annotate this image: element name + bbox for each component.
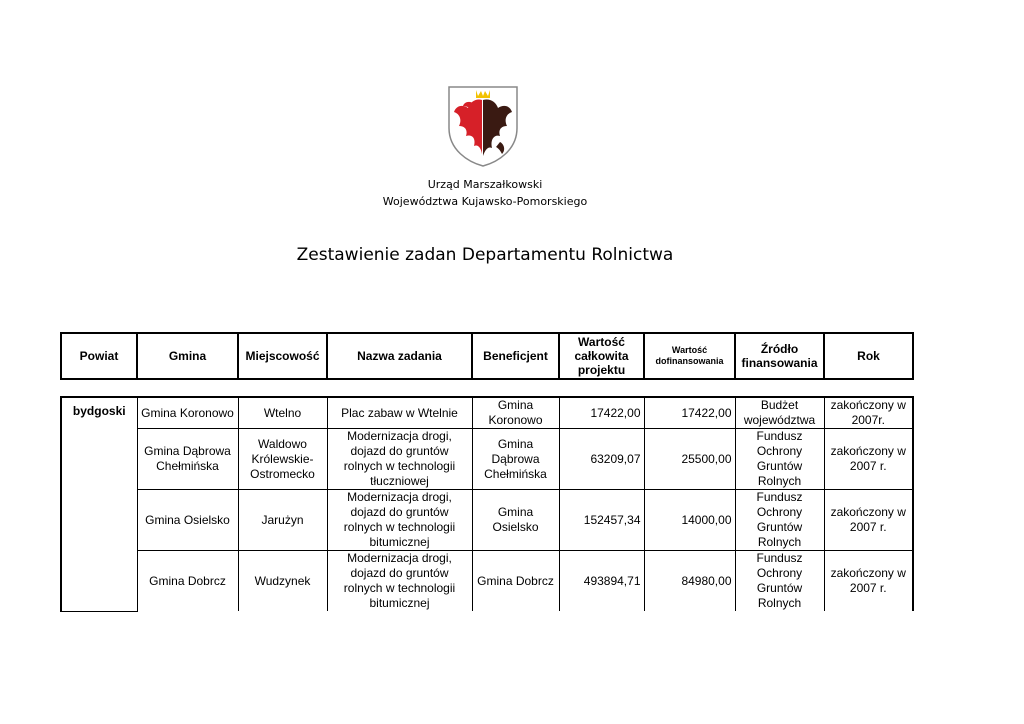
wartosc-calkowita-cell: 17422,00	[559, 397, 644, 429]
organization-name	[330, 176, 640, 210]
miejscowosc-cell: Waldowo Królewskie-Ostromecko	[238, 429, 327, 490]
table-row	[61, 490, 913, 551]
wartosc-dofinansowania-cell: 14000,00	[644, 490, 735, 551]
beneficjent-cell: Gmina Dobrcz	[472, 551, 559, 612]
table-row	[61, 429, 913, 490]
miejscowosc-cell: Wtelno	[238, 397, 327, 429]
gmina-cell: Gmina Koronowo	[137, 397, 238, 429]
zrodlo-finansowania-cell: Fundusz Ochrony Gruntów Rolnych	[735, 551, 824, 612]
column-header-wartosc-dofinansowania: Wartość dofinansowania	[644, 333, 735, 379]
coat-of-arms-logo	[446, 84, 520, 168]
column-header-powiat: Powiat	[61, 333, 137, 379]
column-header-gmina: Gmina	[137, 333, 238, 379]
organization-line-1: Urząd Marszałkowski	[427, 178, 543, 191]
gmina-cell: Gmina Dąbrowa Chełmińska	[137, 429, 238, 490]
column-header-nazwa-zadania: Nazwa zadania	[327, 333, 472, 379]
beneficjent-cell: Gmina Dąbrowa Chełmińska	[472, 429, 559, 490]
rok-cell: zakończony w 2007 r.	[824, 429, 913, 490]
table-row	[61, 397, 913, 429]
column-header-rok: Rok	[824, 333, 913, 379]
rok-cell: zakończony w 2007 r.	[824, 490, 913, 551]
organization-line-2: Województwa Kujawsko-Pomorskiego	[382, 195, 588, 208]
wartosc-calkowita-cell: 63209,07	[559, 429, 644, 490]
table-header	[60, 332, 914, 380]
nazwa-zadania-cell: Plac zabaw w Wtelnie	[327, 397, 472, 429]
table-body	[60, 396, 914, 612]
gmina-cell: Gmina Osielsko	[137, 490, 238, 551]
nazwa-zadania-cell: Modernizacja drogi, dojazd do gruntów rolnych w technologii tłuczniowej	[327, 429, 472, 490]
column-header-wartosc-calkowita: Wartość całkowita projektu	[559, 333, 644, 379]
zrodlo-finansowania-cell: Fundusz Ochrony Gruntów Rolnych	[735, 490, 824, 551]
wartosc-calkowita-cell: 152457,34	[559, 490, 644, 551]
nazwa-zadania-cell: Modernizacja drogi, dojazd do gruntów rolnych w technologii bitumicznej	[327, 490, 472, 551]
miejscowosc-cell: Jarużyn	[238, 490, 327, 551]
table-row	[61, 551, 913, 612]
wartosc-dofinansowania-cell: 17422,00	[644, 397, 735, 429]
column-header-miejscowosc: Miejscowość	[238, 333, 327, 379]
column-header-zrodlo-finansowania: Źródło finansowania	[735, 333, 824, 379]
nazwa-zadania-cell: Modernizacja drogi, dojazd do gruntów rolnych w technologii bitumicznej	[327, 551, 472, 612]
miejscowosc-cell: Wudzynek	[238, 551, 327, 612]
rok-cell: zakończony w 2007r.	[824, 397, 913, 429]
column-header-beneficjent: Beneficjent	[472, 333, 559, 379]
document-title: Zestawienie zadan Departamentu Rolnictwa	[296, 245, 674, 265]
gmina-cell: Gmina Dobrcz	[137, 551, 238, 612]
wartosc-dofinansowania-cell: 84980,00	[644, 551, 735, 612]
wartosc-calkowita-cell: 493894,71	[559, 551, 644, 612]
beneficjent-cell: Gmina Koronowo	[472, 397, 559, 429]
powiat-cell: bydgoski	[61, 397, 137, 611]
beneficjent-cell: Gmina Osielsko	[472, 490, 559, 551]
zrodlo-finansowania-cell: Fundusz Ochrony Gruntów Rolnych	[735, 429, 824, 490]
zrodlo-finansowania-cell: Budżet województwa	[735, 397, 824, 429]
rok-cell: zakończony w 2007 r.	[824, 551, 913, 612]
wartosc-dofinansowania-cell: 25500,00	[644, 429, 735, 490]
